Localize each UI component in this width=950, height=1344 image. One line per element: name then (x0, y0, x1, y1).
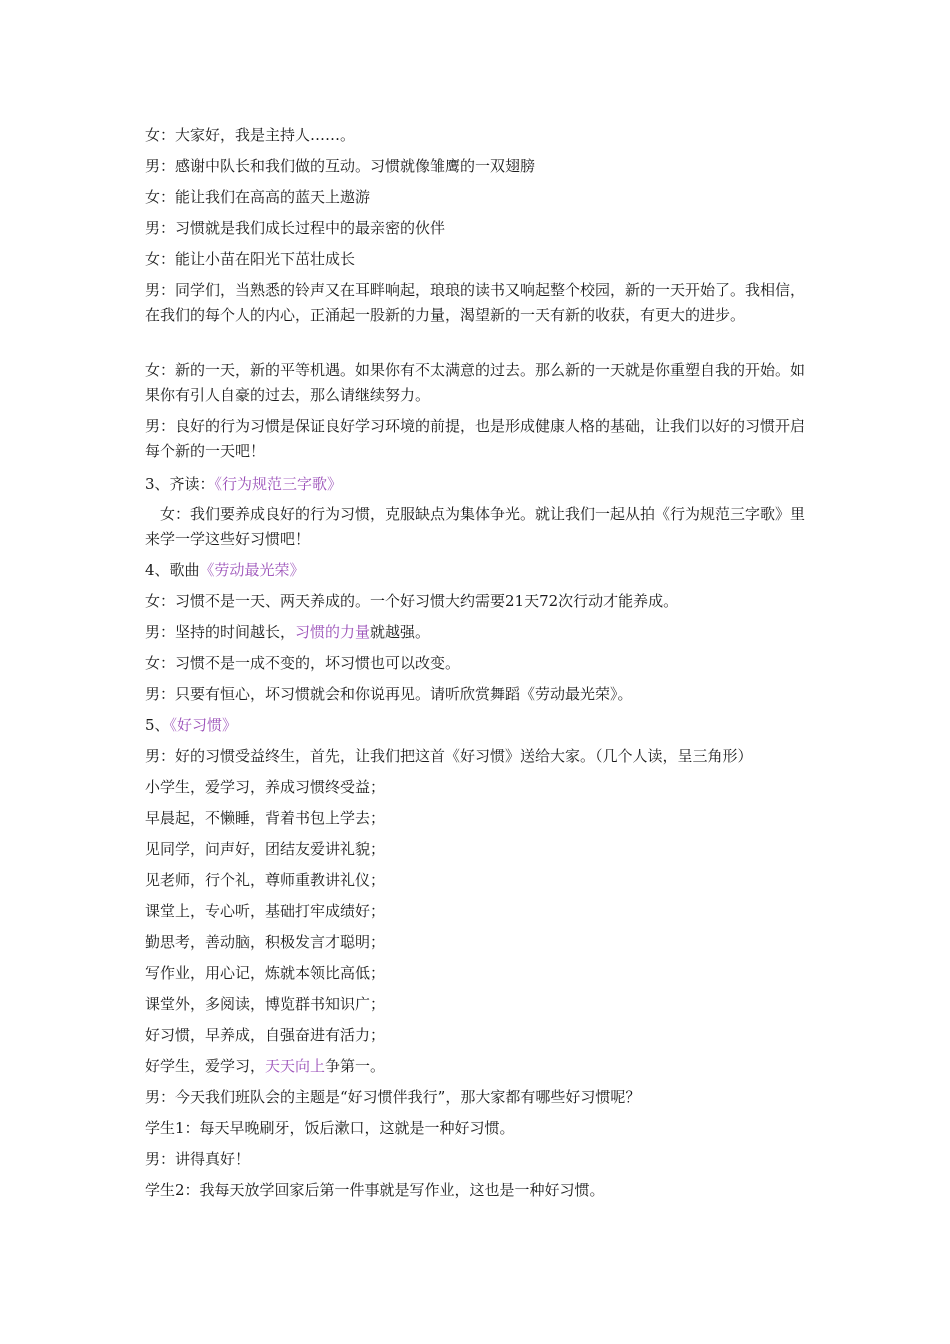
dialogue-line: 男：好的习惯受益终生，首先，让我们把这首《好习惯》送给大家。（几个人读，呈三角形） (145, 747, 753, 765)
dialogue-line: 男：今天我们班队会的主题是“好习惯伴我行”，那大家都有哪些好习惯呢？ (145, 1088, 641, 1106)
dialogue-line: 女：能让我们在高高的蓝天上遨游 (145, 188, 371, 206)
poem-line: 好习惯，早养成，自强奋进有活力； (145, 1026, 386, 1044)
line-text: 好学生，爱学习， (145, 1057, 266, 1075)
dialogue-line: 女：大家好，我是主持人……。 (145, 126, 356, 144)
line-text: 争第一。 (325, 1057, 386, 1075)
dialogue-paragraph: 男：同学们，当熟悉的铃声又在耳畔响起，琅琅的读书又响起整个校园，新的一天开始了。我相信，在我们的每个人的内心，正涌起一股新的力量，渴望新的一天有新的收获，有更大的进步。 (145, 281, 806, 324)
tiantian-xiangshang-link[interactable]: 天天向上 (265, 1057, 326, 1075)
section-number-label: 3、齐读： (145, 475, 215, 493)
dialogue-line: 学生1：每天早晚刷牙，饭后漱口，这就是一种好习惯。 (145, 1119, 515, 1137)
dialogue-line: 男：只要有恒心，坏习惯就会和你说再见。请听欣赏舞蹈《劳动最光荣》。 (145, 685, 633, 703)
title-link[interactable]: 《行为规范三字歌》 (214, 475, 343, 493)
line-text: 男：坚持的时间越长， (145, 623, 296, 641)
section-heading (145, 563, 810, 578)
dialogue-line: 女：能让小苗在阳光下茁壮成长 (145, 250, 356, 268)
title-link[interactable]: 《劳动最光荣》 (199, 561, 305, 579)
dialogue-line: 女：习惯不是一天、两天养成的。一个好习惯大约需要21天72次行动才能养成。 (145, 592, 679, 610)
poem-line (145, 1059, 810, 1074)
dialogue-paragraph: 女：我们要养成良好的行为习惯，克服缺点为集体争光。就让我们一起从拍《行为规范三字歌》里来学一学这些好习惯吧！ (145, 505, 806, 548)
poem-line: 见老师，行个礼，尊师重教讲礼仪； (145, 871, 386, 889)
poem-line: 写作业，用心记，炼就本领比高低； (145, 964, 386, 982)
dialogue-line: 男：讲得真好！ (145, 1150, 251, 1168)
dialogue-paragraph: 女：新的一天，新的平等机遇。如果你有不太满意的过去。那么新的一天就是你重塑自我的开始。如果你有引人自豪的过去，那么请继续努力。 (145, 361, 806, 404)
poem-line: 勤思考，善动脑，积极发言才聪明； (145, 933, 386, 951)
line-text: 就越强。 (370, 623, 431, 641)
habit-power-link[interactable]: 习惯的力量 (295, 623, 371, 641)
dialogue-line (145, 625, 810, 640)
dialogue-line: 学生2：我每天放学回家后第一件事就是写作业，这也是一种好习惯。 (145, 1181, 605, 1199)
dialogue-line: 男：习惯就是我们成长过程中的最亲密的伙伴 (145, 219, 446, 237)
poem-line: 课堂外，多阅读，博览群书知识广； (145, 995, 386, 1013)
section-heading (145, 477, 810, 492)
poem-line: 小学生，爱学习，养成习惯终受益； (145, 778, 386, 796)
section-heading (145, 718, 810, 733)
poem-line: 课堂上，专心听，基础打牢成绩好； (145, 902, 386, 920)
section-number-label: 5、 (145, 716, 170, 734)
dialogue-paragraph: 男：良好的行为习惯是保证良好学习环境的前提，也是形成健康人格的基础，让我们以好的习惯开启每个新的一天吧！ (145, 417, 806, 460)
dialogue-line: 女：习惯不是一成不变的，坏习惯也可以改变。 (145, 654, 461, 672)
title-link[interactable]: 《好习惯》 (169, 716, 238, 734)
section-number-label: 4、歌曲 (145, 561, 200, 579)
dialogue-line: 男：感谢中队长和我们做的互动。习惯就像雏鹰的一双翅膀 (145, 157, 536, 175)
poem-line: 见同学，问声好，团结友爱讲礼貌； (145, 840, 386, 858)
poem-line: 早晨起，不懒睡，背着书包上学去； (145, 809, 386, 827)
